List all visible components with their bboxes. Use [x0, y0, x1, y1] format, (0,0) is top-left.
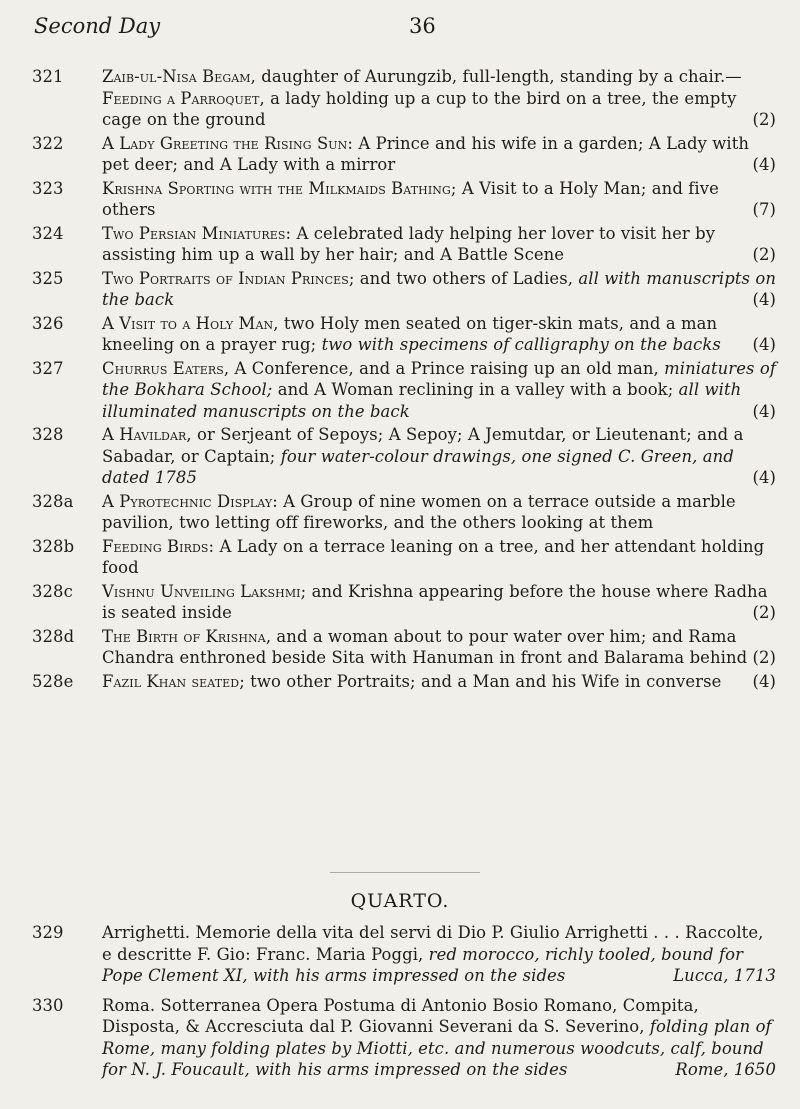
- lot-entry: [32, 424, 776, 489]
- section-divider: [330, 872, 480, 873]
- book-imprint: Lucca, 1713: [673, 966, 776, 985]
- lot-text: and two others of Ladies,: [354, 268, 579, 288]
- lot-quantity: (7): [752, 200, 776, 219]
- book-binding: folding plan of Rome, many folding plates by Miotti, etc. and numerous woodcuts, calf, bound for N. J. Foucault, with his arms impressed on the sides: [102, 1017, 772, 1079]
- book-entry: [32, 995, 776, 1081]
- book-binding: red morocco, richly tooled, bound for Pope Clement XI, with his arms impressed on the sides: [102, 944, 744, 985]
- lot-text: A celebrated lady helping her lover to visit her by assisting him up a wall by her hair; and A Battle Scene: [102, 223, 716, 264]
- lot-entry: [32, 671, 776, 693]
- lot-title: Feeding Birds:: [102, 536, 215, 556]
- lot-title: Two Portraits of Indian Princes;: [102, 268, 355, 288]
- lot-description: [102, 492, 736, 533]
- lot-quantity: (2): [752, 648, 776, 667]
- section-title: QUARTO.: [350, 890, 450, 912]
- book-text: Roma. Sotterranea Opera Postuma di Antonio Bosio Romano, Compita, Disposta, & Accresciuta dal P. Giovanni Severani da S. Severino,: [102, 995, 699, 1036]
- lot-text: two Holy men seated on tiger-skin mats, and a man kneeling on a prayer rug;: [102, 313, 718, 354]
- book-text: Arrighetti. Memorie della vita del servi di Dio P. Giulio Arrighetti . . . Raccolte, e descritte F. Gio: Franc. Maria Poggi,: [102, 923, 764, 964]
- lot-quantity: (4): [752, 290, 776, 309]
- lot-entry: [32, 358, 776, 423]
- lot-number: 328d: [32, 626, 75, 646]
- quarto-list: [32, 922, 776, 1089]
- lot-quantity: (4): [752, 335, 776, 354]
- lot-number: 328c: [32, 581, 73, 601]
- lot-description: [102, 313, 776, 355]
- lot-number: 328: [32, 425, 64, 444]
- lot-description: [102, 269, 776, 310]
- lot-title: The Birth of Krishna,: [102, 626, 272, 646]
- book-description: [102, 995, 776, 1080]
- lot-note: all with illuminated manuscripts on the back: [102, 380, 742, 421]
- lot-title: Fazil Khan seated;: [102, 671, 245, 691]
- page-number: 36: [409, 14, 436, 38]
- lot-title: Vishnu Unveiling Lakshmi;: [102, 581, 307, 601]
- lot-entry: [32, 626, 776, 669]
- lot-entry: [32, 313, 776, 356]
- lot-title: Two Persian Miniatures:: [102, 223, 292, 243]
- lot-title: Krishna Sporting with the Milkmaids Bathing;: [102, 178, 457, 198]
- lot-text: and a woman about to pour water over him; and Rama Chandra enthroned beside Sita with Hanuman in front and Balarama behind: [102, 626, 748, 667]
- lot-description: [102, 626, 776, 668]
- book-imprint: Rome, 1650: [675, 1060, 776, 1079]
- lot-number: 321: [32, 67, 64, 86]
- lot-text: or Serjeant of Sepoys; A Sepoy; A Jemutdar, or Lieutenant; and a Sabadar, or Captain;: [102, 425, 744, 466]
- lot-text: A Group of nine women on a terrace outside a marble pavilion, two letting off fireworks, and the others looking at them: [102, 491, 736, 532]
- lot-number: 330: [32, 995, 64, 1015]
- lot-number: 528e: [32, 671, 74, 691]
- lot-text: daughter of Aurungzib, full-length, standing by a chair.—: [255, 67, 742, 86]
- lot-quantity: (2): [752, 110, 776, 129]
- lot-number: 328b: [32, 536, 75, 556]
- section-heading: Second Day: [34, 14, 161, 38]
- lot-description: [102, 67, 776, 129]
- lot-description: [102, 671, 776, 691]
- lot-title: Churrus Eaters,: [102, 358, 230, 378]
- lot-description: [102, 359, 776, 421]
- lot-quantity: (4): [752, 468, 776, 487]
- lot-quantity: (4): [752, 155, 776, 174]
- lot-quantity: (2): [752, 245, 776, 264]
- lot-number: 329: [32, 923, 64, 942]
- lot-entry: [32, 581, 776, 624]
- lot-description: [102, 133, 776, 175]
- book-entry: [32, 922, 776, 987]
- lot-entry: [32, 223, 776, 266]
- lot-list: [32, 66, 776, 694]
- book-description: [102, 923, 776, 985]
- lot-description: [102, 178, 776, 220]
- lot-entry: [32, 536, 776, 579]
- lot-note: four water-colour drawings, one signed C. Green, and dated 1785: [102, 446, 734, 487]
- lot-entry: [32, 133, 776, 176]
- page-header: [34, 14, 774, 46]
- lot-description: [102, 425, 776, 487]
- lot-number: 322: [32, 133, 64, 153]
- lot-title: A Visit to a Holy Man,: [102, 313, 279, 333]
- lot-text: two other Portraits; and a Man and his Wife in converse: [244, 671, 722, 691]
- lot-text: A Conference, and a Prince raising up an old man,: [229, 358, 665, 378]
- lot-title: Zaib-ul-Nisa Begam,: [102, 67, 256, 86]
- lot-title: Feeding a Parroquet,: [102, 88, 265, 108]
- lot-description: [102, 223, 776, 265]
- lot-title: A Lady Greeting the Rising Sun:: [102, 133, 354, 153]
- lot-note: miniatures of the Bokhara School;: [102, 358, 776, 399]
- lot-quantity: (2): [752, 603, 776, 622]
- lot-entry: [32, 66, 776, 131]
- lot-entry: [32, 491, 776, 534]
- lot-number: 324: [32, 223, 64, 243]
- lot-text: a lady holding up a cup to the bird on a tree, the empty cage on the ground: [102, 88, 737, 129]
- lot-title: A Havildar,: [102, 425, 192, 444]
- lot-entry: [32, 268, 776, 311]
- lot-number: 327: [32, 358, 64, 378]
- lot-note: two with specimens of calligraphy on the backs: [321, 335, 721, 354]
- lot-number: 323: [32, 178, 64, 198]
- lot-text: and Krishna appearing before the house where Radha is seated inside: [102, 581, 768, 622]
- lot-text: A Visit to a Holy Man; and five others: [102, 178, 719, 219]
- lot-note: all with manuscripts on the back: [102, 268, 776, 309]
- lot-description: [102, 537, 764, 578]
- lot-text: A Lady on a terrace leaning on a tree, and her attendant holding food: [102, 536, 765, 577]
- lot-text: A Prince and his wife in a garden; A Lady with pet deer; and A Lady with a mirror: [102, 133, 750, 174]
- lot-quantity: (4): [752, 401, 776, 421]
- lot-number: 328a: [32, 491, 74, 511]
- lot-quantity: (4): [752, 671, 776, 691]
- lot-text: and A Woman reclining in a valley with a book;: [272, 380, 679, 399]
- lot-number: 326: [32, 313, 64, 333]
- lot-number: 325: [32, 268, 64, 288]
- lot-entry: [32, 178, 776, 221]
- lot-title: A Pyrotechnic Display:: [102, 491, 278, 511]
- lot-description: [102, 581, 776, 623]
